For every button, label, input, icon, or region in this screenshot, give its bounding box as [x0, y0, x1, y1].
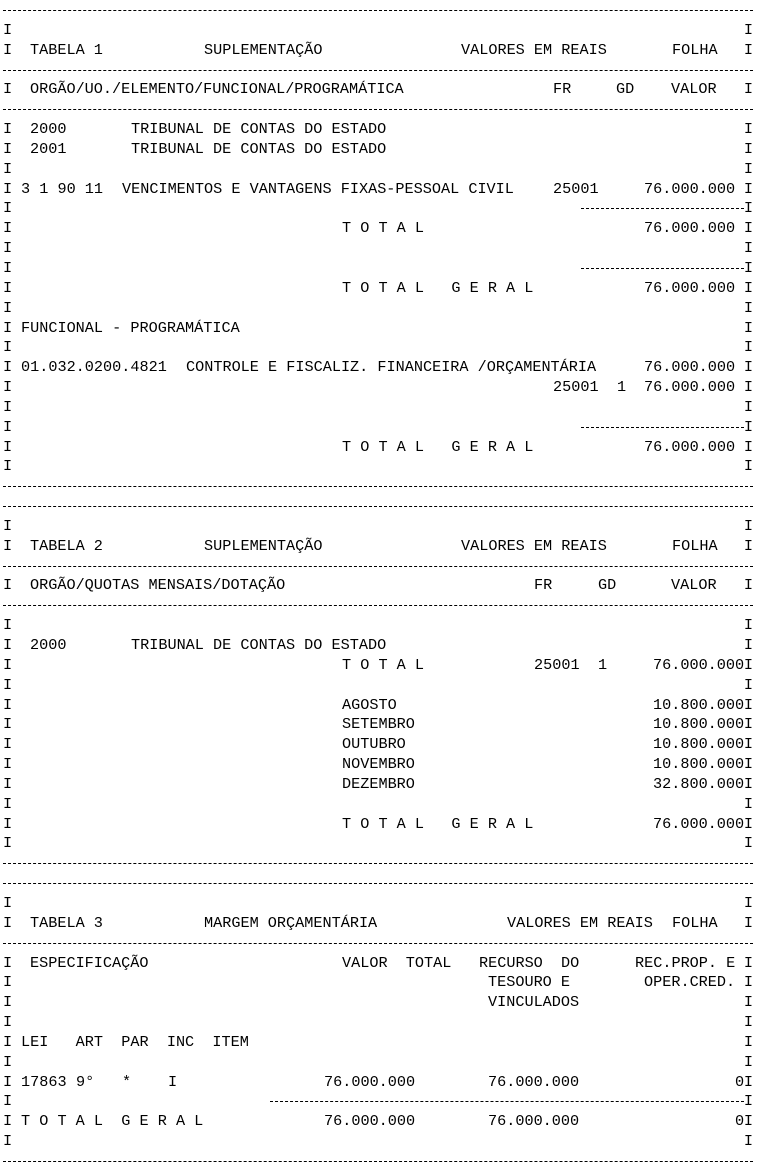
- border-bar: I: [3, 298, 13, 317]
- law-valor-total: 76.000.000: [324, 1072, 416, 1091]
- border-bar: I: [3, 457, 13, 476]
- border-bar: I: [3, 1112, 13, 1131]
- dashed-rule: [581, 208, 744, 209]
- table2-title: TABELA 2: [30, 536, 103, 555]
- border-bar: I: [743, 516, 753, 535]
- table1-element-row: [3, 179, 753, 199]
- dashed-rule: [3, 566, 753, 567]
- law-header: LEI ART PAR INC ITEM: [21, 1032, 249, 1051]
- border-bar: I: [3, 953, 13, 972]
- law-rec-prop: 0: [735, 1072, 745, 1091]
- table1-total-row: [3, 218, 753, 238]
- border-bar: I: [743, 417, 753, 436]
- border-bar: I: [743, 715, 753, 734]
- divider: [3, 60, 753, 80]
- border-bar: I: [3, 536, 13, 555]
- table-border-bottom: [3, 476, 753, 496]
- total-geral-label: T O T A L G E R A L: [342, 814, 534, 833]
- border-bar: I: [3, 120, 13, 139]
- table1-header: [3, 40, 753, 60]
- border-bar: I: [743, 675, 753, 694]
- dashed-rule: [3, 883, 753, 884]
- funcional-gd: 1: [617, 378, 627, 397]
- border-bar: I: [743, 120, 753, 139]
- blank-line: [3, 675, 753, 695]
- border-bar: I: [3, 675, 13, 694]
- funcional-row: [3, 357, 753, 377]
- border-bar: I: [743, 1013, 753, 1032]
- border-bar: I: [743, 40, 753, 59]
- table3-type: MARGEM ORÇAMENTÁRIA: [204, 913, 378, 932]
- month-name: NOVEMBRO: [342, 755, 415, 774]
- col-desc: ORGÃO/UO./ELEMENTO/FUNCIONAL/PROGRAMÁTICA: [30, 80, 404, 99]
- table-border-bottom: [3, 1151, 753, 1171]
- border-bar: I: [743, 20, 753, 39]
- col-rec-prop: REC.PROP. E: [635, 953, 736, 972]
- border-bar: I: [3, 40, 13, 59]
- border-bar: I: [3, 139, 13, 158]
- table3-column-header-3: [3, 992, 753, 1012]
- table3-header: [3, 913, 753, 933]
- border-bar: I: [3, 1013, 13, 1032]
- divider: [3, 595, 753, 615]
- border-bar: I: [743, 655, 753, 674]
- col-fr: FR: [534, 576, 553, 595]
- border-bar: I: [3, 278, 13, 297]
- total-fr: 25001: [534, 655, 580, 674]
- dashed-rule: [270, 1101, 744, 1102]
- border-bar: I: [3, 219, 13, 238]
- col-gd: GD: [598, 576, 617, 595]
- border-bar: I: [743, 219, 753, 238]
- table-border-top: [3, 0, 753, 20]
- border-bar: I: [743, 616, 753, 635]
- total-geral-recurso: 76.000.000: [488, 1112, 580, 1131]
- blank-line: [3, 1012, 753, 1032]
- law-par: *: [122, 1072, 132, 1091]
- total-valor: 76.000.000: [644, 219, 736, 238]
- border-bar: I: [3, 1092, 13, 1111]
- border-bar: I: [3, 199, 13, 218]
- table2-org-row: [3, 635, 753, 655]
- blank-line: [3, 833, 753, 853]
- border-bar: I: [743, 636, 753, 654]
- blank-line: [3, 1131, 753, 1151]
- org-code: 2000: [30, 636, 67, 654]
- element-valor: 76.000.000: [644, 179, 736, 198]
- border-bar: I: [743, 1112, 753, 1131]
- border-bar: I: [743, 457, 753, 476]
- border-bar: I: [3, 1072, 13, 1091]
- dashed-rule: [3, 1161, 753, 1162]
- border-bar: I: [743, 358, 753, 377]
- col-valor-total: VALOR TOTAL: [342, 953, 452, 972]
- funcional-code: 01.032.0200.4821: [21, 358, 167, 377]
- border-bar: I: [743, 913, 753, 932]
- funcional-title: FUNCIONAL - PROGRAMÁTICA: [21, 318, 240, 337]
- month-row: [3, 754, 753, 774]
- border-bar: I: [3, 893, 13, 912]
- blank-line: [3, 615, 753, 635]
- border-bar: I: [743, 735, 753, 754]
- border-bar: I: [743, 695, 753, 714]
- border-bar: I: [3, 179, 13, 198]
- month-valor: 32.800.000: [653, 774, 745, 793]
- table2-type: SUPLEMENTAÇÃO: [204, 536, 323, 555]
- blank-line: [3, 397, 753, 417]
- col-spec: ESPECIFICAÇÃO: [30, 953, 149, 972]
- dashed-rule: [3, 486, 753, 487]
- table1-uo-row: [3, 139, 753, 159]
- total-label: T O T A L: [342, 655, 425, 674]
- table3-sheet: FOLHA: [672, 913, 718, 932]
- border-bar: I: [743, 397, 753, 416]
- divider: [3, 99, 753, 119]
- border-bar: I: [3, 159, 13, 178]
- border-bar: I: [3, 378, 13, 397]
- table2-sheet: FOLHA: [672, 536, 718, 555]
- border-bar: I: [743, 993, 753, 1012]
- subtotal-rule: [3, 417, 753, 437]
- table2-total-row: [3, 655, 753, 675]
- border-bar: I: [3, 20, 13, 39]
- org-code: 2000: [30, 120, 67, 139]
- border-bar: I: [3, 397, 13, 416]
- border-bar: I: [743, 576, 753, 595]
- dashed-rule: [581, 427, 744, 428]
- blank-line: [3, 794, 753, 814]
- table1-total-geral-row: [3, 278, 753, 298]
- table2-total-geral-row: [3, 814, 753, 834]
- border-bar: I: [3, 834, 13, 853]
- border-bar: I: [743, 80, 753, 99]
- dashed-rule: [3, 10, 753, 11]
- law-inc: I: [168, 1072, 178, 1091]
- table1-title: TABELA 1: [30, 40, 103, 59]
- table3-units: VALORES EM REAIS: [507, 913, 653, 932]
- uo-name: TRIBUNAL DE CONTAS DO ESTADO: [131, 139, 387, 158]
- border-bar: I: [743, 1132, 753, 1151]
- table3-column-header: [3, 953, 753, 973]
- border-bar: I: [3, 735, 13, 754]
- element-code: 3 1 90 11: [21, 179, 104, 198]
- budget-document: [3, 0, 753, 1171]
- blank-line: [3, 516, 753, 536]
- month-valor: 10.800.000: [653, 735, 745, 754]
- table3-column-header-2: [3, 972, 753, 992]
- border-bar: I: [743, 318, 753, 337]
- org-name: TRIBUNAL DE CONTAS DO ESTADO: [131, 120, 387, 139]
- border-bar: I: [3, 358, 13, 377]
- border-bar: I: [3, 1052, 13, 1071]
- funcional-name: CONTROLE E FISCALIZ. FINANCEIRA /ORÇAMENTÁRIA: [186, 358, 597, 377]
- table3-total-geral-row: [3, 1111, 753, 1131]
- dashed-rule: [3, 70, 753, 71]
- border-bar: I: [743, 755, 753, 774]
- border-bar: I: [3, 80, 13, 99]
- month-valor: 10.800.000: [653, 695, 745, 714]
- border-bar: I: [743, 794, 753, 813]
- table3-title: TABELA 3: [30, 913, 103, 932]
- table1-units: VALORES EM REAIS: [461, 40, 607, 59]
- border-bar: I: [3, 755, 13, 774]
- border-bar: I: [3, 576, 13, 595]
- border-bar: I: [3, 1132, 13, 1151]
- border-bar: I: [743, 1052, 753, 1071]
- month-name: SETEMBRO: [342, 715, 415, 734]
- dashed-rule: [3, 943, 753, 944]
- total-geral-label: T O T A L G E R A L: [21, 1112, 204, 1131]
- table1-sheet: FOLHA: [672, 40, 718, 59]
- border-bar: I: [743, 814, 753, 833]
- col-valor: VALOR: [671, 80, 717, 99]
- law-row: [3, 1072, 753, 1092]
- law-lei: 17863: [21, 1072, 67, 1091]
- col-desc: ORGÃO/QUOTAS MENSAIS/DOTAÇÃO: [30, 576, 286, 595]
- border-bar: I: [743, 1092, 753, 1111]
- table2-column-header: [3, 575, 753, 595]
- element-fr: 25001: [553, 179, 599, 198]
- col-rec-prop: OPER.CRED.: [644, 973, 736, 992]
- border-bar: I: [743, 338, 753, 357]
- total-geral-label: T O T A L G E R A L: [342, 278, 534, 297]
- total-geral-label: T O T A L G E R A L: [342, 437, 534, 456]
- border-bar: I: [743, 834, 753, 853]
- border-bar: I: [743, 278, 753, 297]
- border-bar: I: [3, 1032, 13, 1051]
- month-row: [3, 714, 753, 734]
- dashed-rule: [3, 605, 753, 606]
- col-gd: GD: [616, 80, 635, 99]
- funcional-fr: 25001: [553, 378, 599, 397]
- month-row: [3, 695, 753, 715]
- total-geral-valor: 76.000.000: [644, 278, 736, 297]
- col-recurso: VINCULADOS: [488, 993, 580, 1012]
- col-valor: VALOR: [671, 576, 717, 595]
- border-bar: I: [743, 973, 753, 992]
- border-bar: I: [3, 814, 13, 833]
- border-bar: I: [743, 536, 753, 555]
- col-recurso: TESOURO E: [488, 973, 571, 992]
- border-bar: I: [3, 913, 13, 932]
- border-bar: I: [743, 239, 753, 258]
- subtotal-rule: [3, 1091, 753, 1111]
- blank-line: [3, 20, 753, 40]
- subtotal-rule: [3, 258, 753, 278]
- border-bar: I: [743, 953, 753, 972]
- border-bar: I: [3, 417, 13, 436]
- month-name: OUTUBRO: [342, 735, 406, 754]
- total-gd: 1: [598, 655, 608, 674]
- border-bar: I: [3, 258, 13, 277]
- blank-line: [3, 337, 753, 357]
- divider: [3, 556, 753, 576]
- border-bar: I: [743, 774, 753, 793]
- element-name: VENCIMENTOS E VANTAGENS FIXAS-PESSOAL CIVIL: [122, 179, 514, 198]
- total-geral-valor: 76.000.000: [644, 437, 736, 456]
- border-bar: I: [743, 378, 753, 397]
- law-recurso: 76.000.000: [488, 1072, 580, 1091]
- funcional-valor: 76.000.000: [644, 358, 736, 377]
- border-bar: I: [3, 239, 13, 258]
- dashed-rule: [581, 268, 744, 269]
- border-bar: I: [743, 258, 753, 277]
- month-valor: 10.800.000: [653, 755, 745, 774]
- funcional-source-row: [3, 377, 753, 397]
- border-bar: I: [3, 437, 13, 456]
- border-bar: I: [3, 616, 13, 635]
- border-bar: I: [3, 655, 13, 674]
- border-bar: I: [3, 715, 13, 734]
- table-border-bottom: [3, 853, 753, 873]
- blank-line: [3, 159, 753, 179]
- table1-column-header: [3, 79, 753, 99]
- blank-line: [3, 456, 753, 476]
- total-geral-rec-prop: 0: [735, 1112, 745, 1131]
- table-border-top: [3, 496, 753, 516]
- table1-org-row: [3, 119, 753, 139]
- border-bar: I: [3, 636, 13, 654]
- border-bar: I: [3, 993, 13, 1012]
- border-bar: I: [743, 1032, 753, 1051]
- border-bar: I: [743, 179, 753, 198]
- funcional-title-row: [3, 318, 753, 338]
- border-bar: I: [743, 159, 753, 178]
- month-name: AGOSTO: [342, 695, 397, 714]
- month-name: DEZEMBRO: [342, 774, 415, 793]
- border-bar: I: [743, 1072, 753, 1091]
- total-geral-valor: 76.000.000: [653, 814, 745, 833]
- table-border-top: [3, 873, 753, 893]
- table1-total-geral2-row: [3, 437, 753, 457]
- uo-code: 2001: [30, 139, 67, 158]
- org-name: TRIBUNAL DE CONTAS DO ESTADO: [131, 636, 387, 654]
- table2-units: VALORES EM REAIS: [461, 536, 607, 555]
- border-bar: I: [743, 298, 753, 317]
- month-valor: 10.800.000: [653, 715, 745, 734]
- blank-line: [3, 893, 753, 913]
- col-recurso: RECURSO DO: [479, 953, 580, 972]
- blank-line: [3, 238, 753, 258]
- border-bar: I: [3, 973, 13, 992]
- month-row: [3, 734, 753, 754]
- blank-line: [3, 298, 753, 318]
- total-geral-valor-total: 76.000.000: [324, 1112, 416, 1131]
- border-bar: I: [3, 318, 13, 337]
- law-header-row: [3, 1032, 753, 1052]
- border-bar: I: [743, 893, 753, 912]
- dashed-rule: [3, 109, 753, 110]
- divider: [3, 933, 753, 953]
- border-bar: I: [3, 338, 13, 357]
- law-art: 9°: [76, 1072, 95, 1091]
- border-bar: I: [743, 437, 753, 456]
- table1-type: SUPLEMENTAÇÃO: [204, 40, 323, 59]
- dashed-rule: [3, 863, 753, 864]
- border-bar: I: [3, 695, 13, 714]
- total-valor: 76.000.000: [653, 655, 745, 674]
- total-label: T O T A L: [342, 219, 425, 238]
- blank-line: [3, 1052, 753, 1072]
- table2-header: [3, 536, 753, 556]
- col-fr: FR: [553, 80, 572, 99]
- border-bar: I: [743, 139, 753, 158]
- border-bar: I: [743, 199, 753, 218]
- subtotal-rule: [3, 198, 753, 218]
- funcional-valor2: 76.000.000: [644, 378, 736, 397]
- dashed-rule: [3, 506, 753, 507]
- border-bar: I: [3, 774, 13, 793]
- border-bar: I: [3, 516, 13, 535]
- month-row: [3, 774, 753, 794]
- border-bar: I: [3, 794, 13, 813]
